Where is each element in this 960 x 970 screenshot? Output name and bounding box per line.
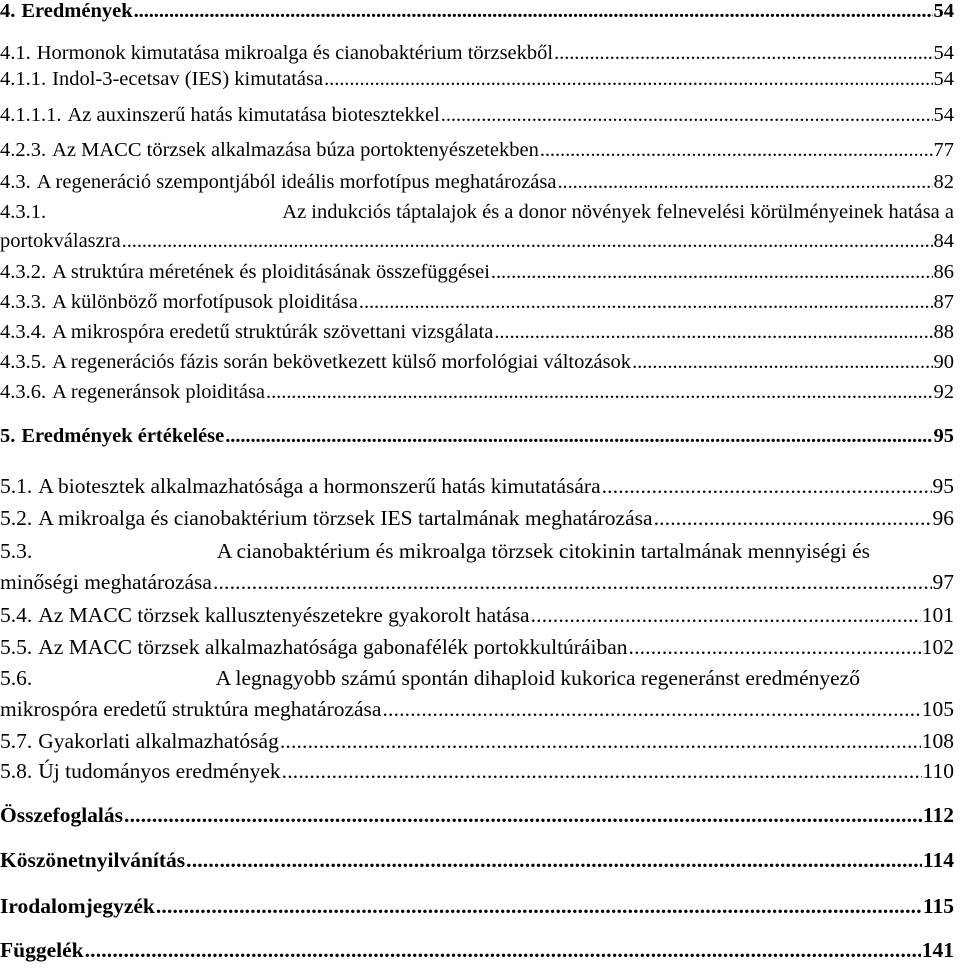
toc-number: 4.1.1.1.	[0, 104, 62, 126]
toc-title: Eredmények	[21, 0, 133, 22]
toc-page: 82	[933, 171, 954, 193]
toc-number: 5.4.	[0, 603, 33, 627]
dot-leader	[629, 635, 921, 660]
toc-title-line2: portokválaszra	[0, 230, 121, 252]
toc-title: Gyakorlati alkalmazhatóság	[38, 729, 279, 753]
toc-number: 4.2.3.	[0, 139, 47, 161]
dot-leader	[554, 42, 932, 66]
toc-number: 5.6.	[0, 666, 33, 690]
toc-entry-4-1-1-1[interactable]	[0, 104, 954, 128]
toc-entry-fuggelek[interactable]	[0, 938, 954, 963]
dot-leader	[654, 506, 932, 531]
toc-entry-5-7[interactable]	[0, 729, 954, 754]
toc-title-line1: A legnagyobb számú spontán dihaploid kukorica regeneránst eredményező	[215, 666, 860, 690]
toc-entry-irodalomjegyzek[interactable]	[0, 894, 954, 919]
toc-title: A biotesztek alkalmazhatósága a hormonszerű hatás kimutatására	[38, 474, 601, 498]
dot-leader	[491, 261, 933, 285]
toc-page: 114	[922, 848, 954, 872]
toc-title: Új tudományos eredmények	[38, 759, 281, 783]
toc-title: Hormonok kimutatása mikroalga és cianobaktérium törzsekből	[36, 42, 554, 64]
toc-entry-4-1[interactable]	[0, 42, 954, 66]
toc-title-line1: A cianobaktérium és mikroalga törzsek citokinin tartalmának mennyiségi és	[216, 539, 870, 563]
toc-number: 5.7.	[0, 729, 33, 753]
dot-leader	[156, 894, 922, 919]
toc-number: 4.3.3.	[0, 291, 47, 313]
toc-number: 4.3.	[0, 171, 31, 193]
toc-page: 110	[922, 759, 954, 783]
dot-leader	[280, 729, 921, 754]
toc-title: Indol-3-ecetsav (IES) kimutatása	[52, 68, 324, 90]
toc-entry-4[interactable]	[0, 0, 954, 24]
toc-page: 54	[933, 104, 954, 126]
toc-number: 4.1.	[0, 42, 31, 64]
toc-number: 5.2.	[0, 506, 33, 530]
toc-title: Eredmények értékelése	[21, 425, 225, 447]
toc-page: 86	[933, 261, 954, 283]
toc-number: 5.3.	[0, 539, 33, 563]
toc-number: 4.	[0, 0, 16, 22]
toc-entry-5-6-cont[interactable]	[0, 697, 954, 722]
dot-leader	[382, 697, 920, 722]
toc-number: 4.3.6.	[0, 381, 47, 403]
toc-page: 92	[933, 381, 954, 403]
toc-title: Irodalomjegyzék	[0, 894, 155, 918]
toc-page: 112	[922, 803, 954, 827]
toc-entry-4-3-2[interactable]	[0, 261, 954, 285]
toc-number: 4.3.1.	[0, 201, 47, 223]
toc-page: 101	[921, 603, 954, 627]
toc-entry-osszefoglalas[interactable]	[0, 803, 954, 828]
toc-page: 84	[933, 230, 954, 252]
toc-number: 5.1.	[0, 474, 33, 498]
toc-title: Az MACC törzsek alkalmazása búza portoktenyészetekben	[52, 139, 539, 161]
toc-number: 5.5.	[0, 635, 33, 659]
toc-entry-4-3-1-cont[interactable]	[0, 230, 954, 254]
dot-leader	[441, 104, 933, 128]
toc-title: Összefoglalás	[0, 803, 124, 827]
toc-page: 54	[933, 42, 954, 64]
dot-leader	[494, 321, 932, 345]
toc-title: Az MACC törzsek alkalmazhatósága gabonafélék portokkultúráiban	[38, 635, 628, 659]
toc-page: 90	[933, 351, 954, 373]
toc-number: 4.1.1.	[0, 68, 47, 90]
toc-number: 4.3.5.	[0, 351, 47, 373]
dot-leader	[213, 570, 932, 595]
dot-leader	[540, 139, 933, 163]
toc-entry-5-6[interactable]	[0, 666, 860, 691]
toc-entry-4-2-3[interactable]	[0, 139, 954, 163]
toc-entry-5-3-cont[interactable]	[0, 570, 954, 595]
toc-page: 141	[921, 938, 954, 962]
dot-leader	[186, 848, 922, 873]
toc-page: 105	[921, 697, 954, 721]
toc-page: 95	[933, 425, 954, 447]
dot-leader	[134, 0, 933, 24]
toc-page: 96	[932, 506, 954, 530]
dot-leader	[124, 803, 922, 828]
toc-entry-4-1-1[interactable]	[0, 68, 954, 92]
dot-leader	[557, 171, 932, 195]
toc-entry-5-5[interactable]	[0, 635, 954, 660]
toc-page: 97	[932, 570, 954, 594]
toc-page: 77	[933, 139, 954, 161]
toc-entry-4-3[interactable]	[0, 171, 954, 195]
dot-leader	[225, 425, 932, 449]
toc-title: A mikroalga és cianobaktérium törzsek IES tartalmának meghatározása	[38, 506, 653, 530]
dot-leader	[324, 68, 932, 92]
dot-leader	[122, 230, 933, 254]
toc-title: Az auxinszerű hatás kimutatása biotesztekkel	[67, 104, 440, 126]
toc-page: 54	[933, 68, 954, 90]
toc-page: 54	[933, 0, 954, 22]
toc-entry-4-3-3[interactable]	[0, 291, 954, 315]
toc-title: A struktúra méretének és ploiditásának összefüggései	[52, 261, 490, 283]
toc-entry-4-3-4[interactable]	[0, 321, 954, 345]
dot-leader	[85, 938, 921, 963]
dot-leader	[359, 291, 933, 315]
toc-title: A különböző morfotípusok ploiditása	[52, 291, 358, 313]
toc-entry-5[interactable]	[0, 425, 954, 449]
toc-title: A regeneránsok ploiditása	[52, 381, 266, 403]
toc-entry-5-2[interactable]	[0, 506, 954, 531]
toc-number: 5.	[0, 425, 16, 447]
dot-leader	[266, 381, 932, 405]
toc-page: 115	[922, 894, 954, 918]
toc-title-line2: mikrospóra eredetű struktúra meghatározása	[0, 697, 382, 721]
toc-title-line1: Az indukciós táptalajok és a donor növények felnevelési körülményeinek hatása a	[282, 201, 954, 223]
toc-entry-5-4[interactable]	[0, 603, 954, 628]
dot-leader	[531, 603, 921, 628]
toc-entry-4-3-5[interactable]	[0, 351, 954, 375]
toc-entry-5-3[interactable]	[0, 539, 870, 564]
toc-entry-4-3-6[interactable]	[0, 381, 954, 405]
toc-number: 4.3.4.	[0, 321, 47, 343]
toc-entry-5-1[interactable]	[0, 474, 954, 499]
toc-title-line2: minőségi meghatározása	[0, 570, 212, 594]
toc-title: Köszönetnyilvánítás	[0, 848, 186, 872]
toc-title: A regeneráció szempontjából ideális morfotípus meghatározása	[36, 171, 557, 193]
dot-leader	[602, 474, 932, 499]
dot-leader	[632, 351, 932, 375]
toc-title: A mikrospóra eredetű struktúrák szövettani vizsgálata	[52, 321, 494, 343]
toc-entry-5-8[interactable]	[0, 759, 954, 784]
toc-page: 102	[921, 635, 954, 659]
toc-page: 87	[933, 291, 954, 313]
toc-number: 4.3.2.	[0, 261, 47, 283]
toc-title: A regenerációs fázis során bekövetkezett külső morfológiai változások	[52, 351, 632, 373]
dot-leader	[282, 759, 922, 784]
toc-page: 108	[921, 729, 954, 753]
toc-page: 88	[933, 321, 954, 343]
toc-entry-koszonetnyilvanitas[interactable]	[0, 848, 954, 873]
toc-number: 5.8.	[0, 759, 33, 783]
toc-entry-4-3-1[interactable]	[0, 201, 954, 225]
toc-title: Az MACC törzsek kallusztenyészetekre gyakorolt hatása	[38, 603, 530, 627]
toc-page: 95	[932, 474, 954, 498]
toc-title: Függelék	[0, 938, 84, 962]
